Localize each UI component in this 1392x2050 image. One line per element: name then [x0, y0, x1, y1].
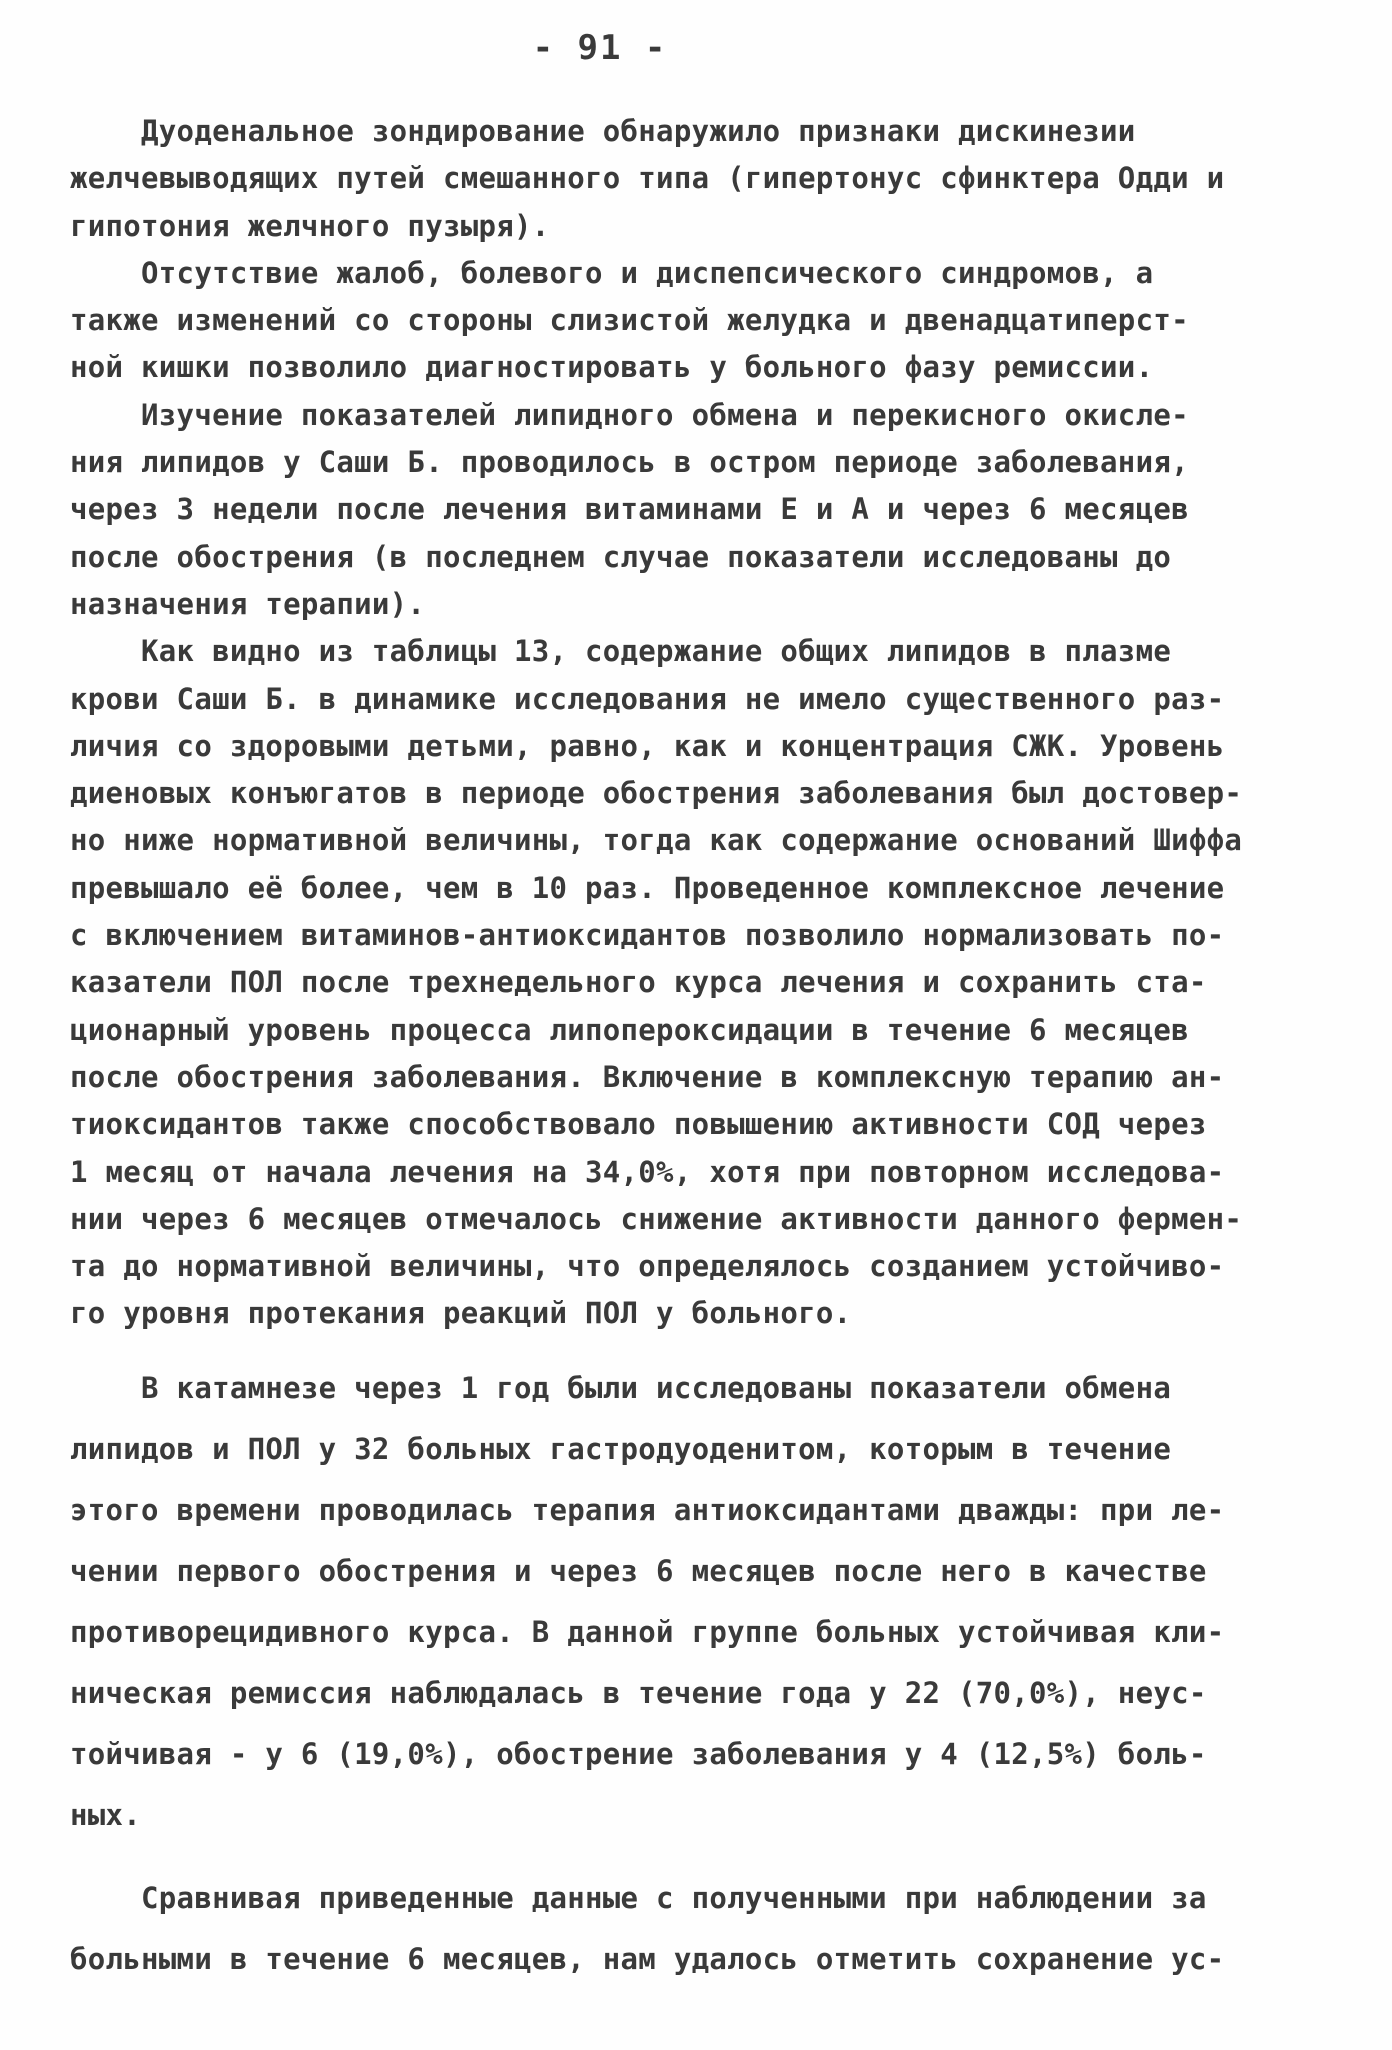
- text-line: Дуоденальное зондирование обнаружило признаки дискинезии: [70, 114, 1136, 148]
- text-line: противорецидивного курса. В данной группе больных устойчивая кли-: [70, 1614, 1225, 1649]
- text-line: после обострения заболевания. Включение в комплексную терапию ан-: [70, 1059, 1225, 1094]
- text-line: больными в течение 6 месяцев, нам удалось отметить сохранение ус-: [70, 1941, 1225, 1976]
- text-line: 1 месяц от начала лечения на 34,0%, хотя при повторном исследова-: [70, 1154, 1225, 1189]
- text-line: липидов и ПОЛ у 32 больных гастродуоденитом, которым в течение: [70, 1431, 1172, 1466]
- text-line: ния липидов у Саши Б. проводилось в остром периоде заболевания,: [70, 445, 1189, 480]
- text-line: с включением витаминов-антиоксидантов позволило нормализовать по-: [70, 918, 1225, 953]
- paragraph: [70, 108, 1320, 250]
- text-line: нии через 6 месяцев отмечалось снижение активности данного фермен-: [70, 1201, 1243, 1236]
- text-line: Изучение показателей липидного обмена и перекисного окисле-: [70, 397, 1189, 432]
- text-line: тиоксидантов также способствовало повышению активности СОД через: [70, 1107, 1207, 1142]
- text-line: превышало её более, чем в 10 раз. Проведенное комплексное лечение: [70, 870, 1225, 905]
- text-line: этого времени проводилась терапия антиоксидантами дважды: при ле-: [70, 1492, 1225, 1527]
- text-line: та до нормативной величины, что определялось созданием устойчиво-: [70, 1249, 1225, 1284]
- text-line: ническая ремиссия наблюдалась в течение года у 22 (70,0%), неус-: [70, 1675, 1207, 1710]
- text-line: назначения терапии).: [70, 586, 426, 621]
- text-line: желчевыводящих путей смешанного типа (гипертонус сфинктера Одди и: [70, 161, 1225, 196]
- text-line: ционарный уровень процесса липопероксидации в течение 6 месяцев: [70, 1012, 1189, 1047]
- text-line: Отсутствие жалоб, болевого и диспепсического синдромов, а: [70, 255, 1154, 290]
- text-line: ной кишки позволило диагностировать у больного фазу ремиссии.: [70, 350, 1154, 385]
- text-line: также изменений со стороны слизистой желудка и двенадцатиперст-: [70, 303, 1189, 338]
- text-line: через 3 недели после лечения витаминами Е и А и через 6 месяцев: [70, 492, 1189, 527]
- paragraph: [70, 250, 1320, 392]
- text-line: Как видно из таблицы 13, содержание общих липидов в плазме: [70, 634, 1172, 669]
- text-line: личия со здоровыми детьми, равно, как и концентрация СЖК. Уровень: [70, 728, 1225, 763]
- text-line: казатели ПОЛ после трехнедельного курса лечения и сохранить ста-: [70, 965, 1207, 1000]
- text-line: крови Саши Б. в динамике исследования не имело существенного раз-: [70, 681, 1225, 716]
- text-line: Сравнивая приведенные данные с полученными при наблюдении за: [70, 1880, 1207, 1915]
- text-line: тойчивая - у 6 (19,0%), обострение заболевания у 4 (12,5%) боль-: [70, 1736, 1207, 1771]
- page-number: - 91 -: [532, 28, 668, 68]
- text-line: но ниже нормативной величины, тогда как содержание оснований Шиффа: [70, 823, 1243, 858]
- text-line: после обострения (в последнем случае показатели исследованы до: [70, 539, 1172, 574]
- paragraph: [70, 392, 1320, 628]
- text-line: го уровня протекания реакций ПОЛ у больного.: [70, 1296, 852, 1331]
- paragraph: [70, 628, 1320, 1337]
- text-line: гипотония желчного пузыря).: [70, 208, 550, 243]
- text-line: чении первого обострения и через 6 месяцев после него в качестве: [70, 1553, 1207, 1588]
- text-line: диеновых конъюгатов в периоде обострения заболевания был достовер-: [70, 776, 1243, 811]
- text-line: ных.: [70, 1797, 142, 1832]
- text-line: В катамнезе через 1 год были исследованы показатели обмена: [70, 1370, 1172, 1405]
- body-text: [70, 108, 1320, 1990]
- paragraph: [70, 1358, 1320, 1846]
- paragraph: [70, 1868, 1320, 1990]
